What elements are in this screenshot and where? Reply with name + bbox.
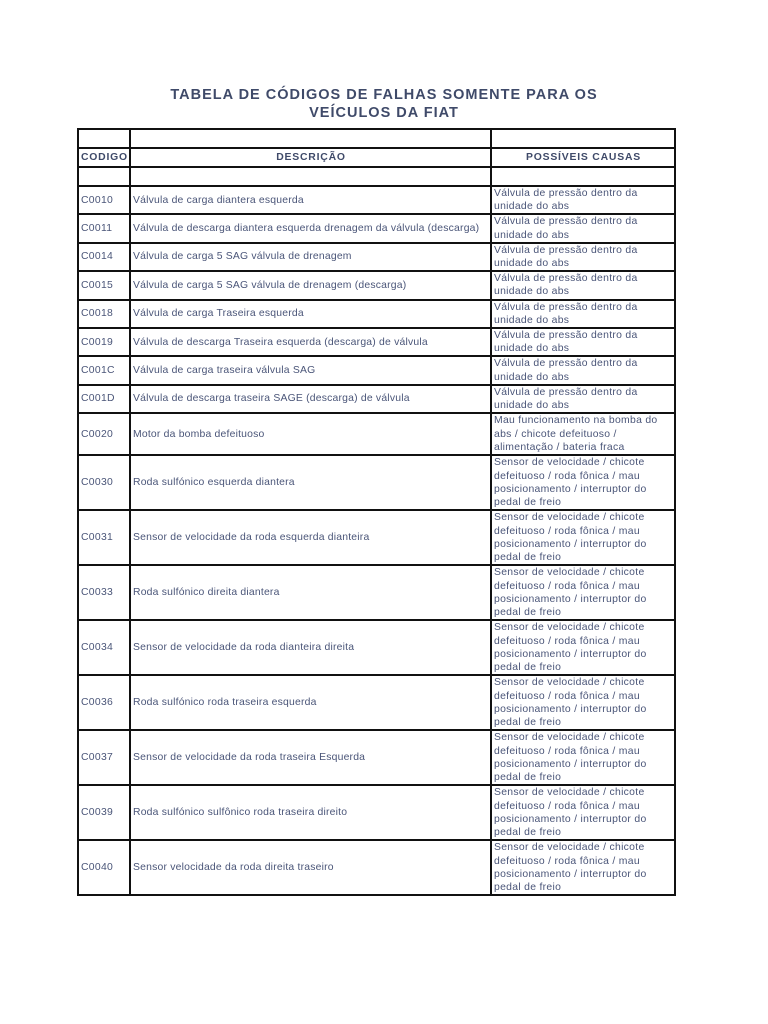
description-cell: Roda sulfónico sulfônico roda traseira direito (130, 785, 491, 840)
table-row (78, 271, 675, 299)
causes-cell: Válvula de pressão dentro da unidade do abs (491, 300, 675, 328)
description-cell: Válvula de descarga traseira SAGE (descarga) de válvula (130, 385, 491, 413)
table-row (78, 840, 675, 895)
blank-cell (78, 129, 130, 148)
blank-row (78, 129, 675, 148)
fault-codes-table (77, 128, 676, 896)
description-cell: Válvula de descarga Traseira esquerda (descarga) de válvula (130, 328, 491, 356)
header-code: CODIGO (78, 148, 130, 167)
table-row (78, 186, 675, 214)
table-row (78, 455, 675, 510)
code-cell: C0036 (78, 675, 130, 730)
table-row (78, 510, 675, 565)
table-row (78, 328, 675, 356)
causes-cell: Válvula de pressão dentro da unidade do abs (491, 356, 675, 384)
table-row (78, 413, 675, 455)
header-row (78, 148, 675, 167)
document-title (0, 86, 768, 122)
code-cell: C0037 (78, 730, 130, 785)
table-row (78, 565, 675, 620)
description-cell: Válvula de descarga diantera esquerda drenagem da válvula (descarga) (130, 214, 491, 242)
description-cell: Roda sulfónico direita diantera (130, 565, 491, 620)
table-row (78, 620, 675, 675)
blank-cell (130, 129, 491, 148)
code-cell: C0019 (78, 328, 130, 356)
table-row (78, 785, 675, 840)
code-cell: C0010 (78, 186, 130, 214)
header-description: DESCRIÇÃO (130, 148, 491, 167)
code-cell: C001D (78, 385, 130, 413)
code-cell: C0015 (78, 271, 130, 299)
code-cell: C0040 (78, 840, 130, 895)
causes-cell: Mau funcionamento na bomba do abs / chicote defeituoso / alimentação / bateria fraca (491, 413, 675, 455)
blank-cell (491, 167, 675, 186)
description-cell: Válvula de carga 5 SAG válvula de drenagem (descarga) (130, 271, 491, 299)
causes-cell: Sensor de velocidade / chicote defeituoso / roda fônica / mau posicionamento / interruptor do pedal de freio (491, 510, 675, 565)
code-cell: C001C (78, 356, 130, 384)
code-cell: C0033 (78, 565, 130, 620)
causes-cell: Sensor de velocidade / chicote defeituoso / roda fônica / mau posicionamento / interruptor do pedal de freio (491, 620, 675, 675)
causes-cell: Válvula de pressão dentro da unidade do abs (491, 243, 675, 271)
table-row (78, 214, 675, 242)
causes-cell: Válvula de pressão dentro da unidade do abs (491, 186, 675, 214)
causes-cell: Sensor de velocidade / chicote defeituoso / roda fônica / mau posicionamento / interruptor do pedal de freio (491, 455, 675, 510)
description-cell: Válvula de carga 5 SAG válvula de drenagem (130, 243, 491, 271)
table-row (78, 385, 675, 413)
blank-cell (78, 167, 130, 186)
table-row (78, 730, 675, 785)
description-cell: Válvula de carga traseira válvula SAG (130, 356, 491, 384)
causes-cell: Sensor de velocidade / chicote defeituoso / roda fônica / mau posicionamento / interruptor do pedal de freio (491, 730, 675, 785)
causes-cell: Válvula de pressão dentro da unidade do abs (491, 328, 675, 356)
causes-cell: Sensor de velocidade / chicote defeituoso / roda fônica / mau posicionamento / interruptor do pedal de freio (491, 785, 675, 840)
description-cell: Válvula de carga Traseira esquerda (130, 300, 491, 328)
description-cell: Roda sulfónico esquerda diantera (130, 455, 491, 510)
table-row (78, 675, 675, 730)
description-cell: Roda sulfónico roda traseira esquerda (130, 675, 491, 730)
table-row (78, 356, 675, 384)
code-cell: C0030 (78, 455, 130, 510)
code-cell: C0018 (78, 300, 130, 328)
code-cell: C0020 (78, 413, 130, 455)
code-cell: C0014 (78, 243, 130, 271)
description-cell: Sensor velocidade da roda direita traseiro (130, 840, 491, 895)
description-cell: Válvula de carga diantera esquerda (130, 186, 491, 214)
causes-cell: Válvula de pressão dentro da unidade do abs (491, 214, 675, 242)
header-causes: POSSÍVEIS CAUSAS (491, 148, 675, 167)
blank-cell (491, 129, 675, 148)
causes-cell: Válvula de pressão dentro da unidade do abs (491, 385, 675, 413)
description-cell: Motor da bomba defeituoso (130, 413, 491, 455)
description-cell: Sensor de velocidade da roda esquerda dianteira (130, 510, 491, 565)
code-cell: C0034 (78, 620, 130, 675)
blank-cell (130, 167, 491, 186)
description-cell: Sensor de velocidade da roda traseira Esquerda (130, 730, 491, 785)
table-row (78, 300, 675, 328)
causes-cell: Sensor de velocidade / chicote defeituoso / roda fônica / mau posicionamento / interruptor do pedal de freio (491, 565, 675, 620)
code-cell: C0031 (78, 510, 130, 565)
code-cell: C0039 (78, 785, 130, 840)
causes-cell: Sensor de velocidade / chicote defeituoso / roda fônica / mau posicionamento / interruptor do pedal de freio (491, 840, 675, 895)
causes-cell: Válvula de pressão dentro da unidade do abs (491, 271, 675, 299)
causes-cell: Sensor de velocidade / chicote defeituoso / roda fônica / mau posicionamento / interruptor do pedal de freio (491, 675, 675, 730)
blank-row (78, 167, 675, 186)
table-row (78, 243, 675, 271)
description-cell: Sensor de velocidade da roda dianteira direita (130, 620, 491, 675)
title-line-1: TABELA DE CÓDIGOS DE FALHAS SOMENTE PARA OS (170, 87, 598, 103)
title-line-2: VEÍCULOS DA FIAT (309, 105, 459, 121)
code-cell: C0011 (78, 214, 130, 242)
